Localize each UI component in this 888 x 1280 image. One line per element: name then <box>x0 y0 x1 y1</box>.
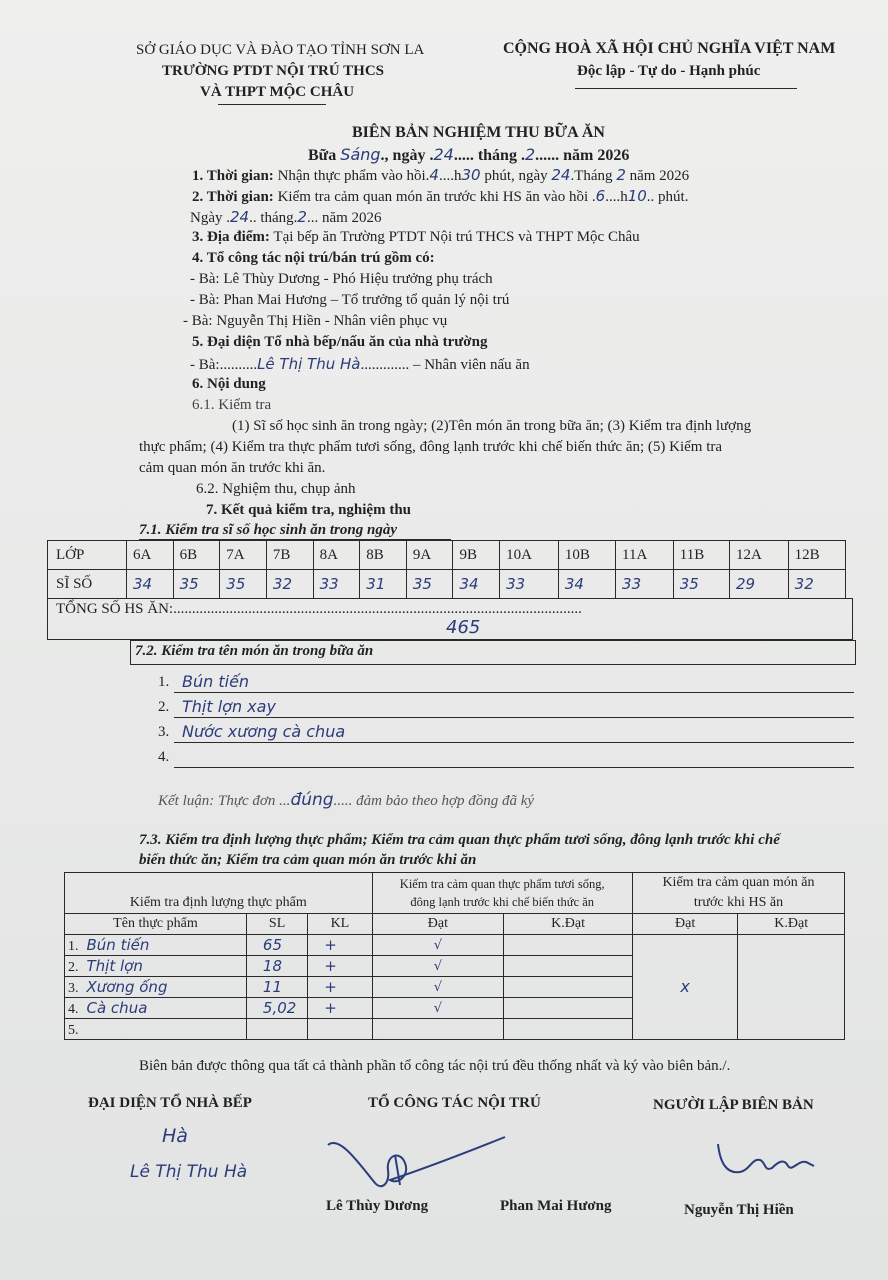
taste-fail-cell <box>738 935 845 1040</box>
class-count-cell: 35 <box>673 570 729 599</box>
class-name-cell: 6B <box>173 541 220 570</box>
author-signature <box>714 1132 824 1182</box>
class-count-cell: 34 <box>453 570 500 599</box>
food-fresh-fail <box>504 977 633 998</box>
food-row-number: 1. <box>68 938 79 954</box>
school-name-line1: TRƯỜNG PTDT NỘI TRÚ THCS <box>162 63 384 79</box>
group-quantity-header: Kiểm tra định lượng thực phẩm <box>65 873 373 914</box>
board-label: TỔ CÔNG TÁC NỘI TRÚ <box>368 1095 541 1111</box>
class-name-cell: 6A <box>127 541 174 570</box>
section-7-3-line1: 7.3. Kiểm tra định lượng thực phẩm; Kiểm tra cảm quan thực phẩm tươi sống, đông lạnh trước khi chế <box>139 832 780 848</box>
section-2-text-a: Kiểm tra cảm quan món ăn trước khi HS ăn vào hồi . <box>277 189 596 205</box>
total-value: 465 <box>446 617 481 638</box>
class-count-cell: 34 <box>558 570 615 599</box>
dish-number: 4. <box>158 749 170 765</box>
dish-item <box>158 747 854 769</box>
count-header-cell: SĨ SỐ <box>48 570 127 599</box>
food-name-cell <box>65 998 247 1019</box>
food-row-number: 5. <box>68 1022 79 1038</box>
section-5-label: 5. Đại diện Tổ nhà bếp/nấu ăn của nhà trường <box>192 334 488 350</box>
food-rows <box>65 935 845 1040</box>
food-kl: + <box>308 935 372 956</box>
section-2-text-b: ....h <box>605 189 628 205</box>
header-right-underline <box>575 88 797 89</box>
class-count-cell: 35 <box>220 570 267 599</box>
food-row-number: 2. <box>68 959 79 975</box>
motto: Độc lập - Tự do - Hạnh phúc <box>577 63 761 79</box>
meal-value: Sáng <box>340 145 381 164</box>
class-name-cell: 8A <box>313 541 360 570</box>
total-label: TỔNG SỐ HS ĂN:............................................................................................................. <box>56 601 582 617</box>
dish-number: 2. <box>158 699 170 715</box>
section-1-text-a: Nhận thực phẩm vào hồi. <box>277 168 430 184</box>
food-row-number: 3. <box>68 980 79 996</box>
section-2-text-c: .. phút. <box>646 189 689 205</box>
cook-name: Lê Thị Thu Hà <box>257 355 361 373</box>
section-1-label: 1. Thời gian: <box>192 168 274 184</box>
dish-line <box>174 767 854 768</box>
kitchen-rep-label: ĐẠI DIỆN TỔ NHÀ BẾP <box>88 1095 252 1111</box>
class-count-table <box>47 540 846 599</box>
section-2-year-label: ... năm 2026 <box>306 210 382 226</box>
food-sl <box>246 1019 307 1040</box>
section-7-label: 7. Kết quả kiểm tra, nghiệm thu <box>206 502 412 518</box>
class-count-cell: 33 <box>616 570 674 599</box>
conclusion-value: đúng <box>290 790 334 810</box>
meal-date-line <box>308 145 629 165</box>
class-count-cell: 31 <box>360 570 407 599</box>
section-2 <box>192 187 688 206</box>
taste-pass-mark: x <box>680 977 690 996</box>
section-7-1: 7.1. Kiểm tra sĩ số học sinh ăn trong ngày <box>139 522 397 538</box>
class-count-cell: 35 <box>173 570 220 599</box>
receive-minute: 30 <box>461 166 481 184</box>
header-left-underline <box>218 104 326 105</box>
dish-item <box>158 697 854 719</box>
board-signature <box>320 1125 510 1195</box>
section-6-1: 6.1. Kiểm tra <box>192 397 272 413</box>
member-1: - Bà: Lê Thùy Dương - Phó Hiệu trưởng phụ trách <box>190 271 493 287</box>
country-name: CỘNG HOÀ XÃ HỘI CHỦ NGHĨA VIỆT NAM <box>503 40 836 57</box>
class-name-cell: 12B <box>788 541 845 570</box>
food-kl <box>308 1019 372 1040</box>
check-day: 24 <box>230 208 250 226</box>
cook-suffix: ............. – Nhân viên nấu ăn <box>360 357 530 373</box>
count-row <box>48 570 846 599</box>
food-sl: 11 <box>246 977 307 998</box>
section-4-label: 4. Tổ công tác nội trú/bán trú gồm có: <box>192 250 435 266</box>
section-3-text: Tại bếp ăn Trường PTDT Nội trú THCS và THPT Mộc Châu <box>273 229 640 245</box>
dish-line <box>174 692 854 693</box>
food-sl: 18 <box>246 956 307 977</box>
col-kl: KL <box>308 914 372 935</box>
check-hour: 6 <box>595 187 606 205</box>
food-sl: 5,02 <box>246 998 307 1019</box>
dish-name: Bún tiến <box>182 672 250 691</box>
class-name-cell: 11A <box>616 541 674 570</box>
receive-hour: 4 <box>429 166 439 184</box>
document-title: BIÊN BẢN NGHIỆM THU BỮA ĂN <box>352 124 605 141</box>
food-fresh-fail <box>504 935 633 956</box>
class-name-cell: 7B <box>266 541 313 570</box>
year-label: ...... năm 2026 <box>535 147 630 164</box>
dish-item <box>158 672 854 694</box>
dish-number: 3. <box>158 724 170 740</box>
class-name-cell: 8B <box>360 541 407 570</box>
receive-day: 24 <box>551 166 571 184</box>
dish-line <box>174 742 854 743</box>
section-3 <box>192 229 640 246</box>
food-kl: + <box>308 977 372 998</box>
food-row-number: 4. <box>68 1001 79 1017</box>
kitchen-name: Lê Thị Thu Hà <box>130 1162 248 1182</box>
class-row <box>48 541 846 570</box>
meal-label: Bữa <box>308 147 337 164</box>
section-6-para-2: thực phẩm; (4) Kiểm tra thực phẩm tươi sống, đông lạnh trước khi chế biến thức ăn; (5) Kiểm tra <box>139 439 723 455</box>
dept-name: SỞ GIÁO DỤC VÀ ĐÀO TẠO TỈNH SƠN LA <box>136 42 425 58</box>
food-name: Cà chua <box>86 998 148 1017</box>
board-name-2: Phan Mai Hương <box>500 1198 612 1214</box>
col-fresh-fail: K.Đạt <box>504 914 633 935</box>
class-name-cell: 7A <box>220 541 267 570</box>
section-1-text-b: ....h <box>438 168 462 184</box>
board-name-1: Lê Thùy Dương <box>326 1198 429 1214</box>
class-name-cell: 10B <box>558 541 615 570</box>
food-kl: + <box>308 998 372 1019</box>
class-count-cell: 34 <box>127 570 174 599</box>
class-name-cell: 9A <box>406 541 453 570</box>
check-month: 2 <box>297 208 307 226</box>
receive-month: 2 <box>616 166 626 184</box>
month-value: 2 <box>524 145 536 164</box>
class-count-cell: 32 <box>266 570 313 599</box>
dish-name: Thịt lợn xay <box>182 697 276 716</box>
food-fresh-pass: √ <box>372 935 504 956</box>
group-fresh-line2: đông lạnh trước khi chế biến thức ăn <box>410 895 595 909</box>
taste-pass-cell <box>632 935 738 1040</box>
conclusion-prefix: Kết luận: Thực đơn ... <box>158 793 291 809</box>
class-name-cell: 9B <box>453 541 500 570</box>
section-6-para-1: (1) Sĩ số học sinh ăn trong ngày; (2)Tên món ăn trong bữa ăn; (3) Kiểm tra định lượng <box>232 418 752 434</box>
kitchen-signature: Hà <box>162 1125 188 1147</box>
class-count-cell: 35 <box>406 570 453 599</box>
class-name-cell: 10A <box>500 541 559 570</box>
section-1-text-c: phút, ngày <box>480 168 548 184</box>
food-check-table <box>64 872 845 1040</box>
group-fresh-header <box>372 873 632 914</box>
author-label: NGƯỜI LẬP BIÊN BẢN <box>653 1097 814 1113</box>
section-7-2: 7.2. Kiểm tra tên món ăn trong bữa ăn <box>135 643 374 659</box>
section-2-month-label: .. tháng. <box>249 210 298 226</box>
school-name-line2: VÀ THPT MỘC CHÂU <box>200 84 355 100</box>
food-name: Bún tiến <box>86 935 150 954</box>
food-fresh-pass: √ <box>372 956 504 977</box>
food-fresh-fail <box>504 956 633 977</box>
conclusion-suffix: ..... đảm bảo theo hợp đồng đã ký <box>333 793 535 809</box>
food-fresh-pass <box>372 1019 504 1040</box>
class-name-cell: 11B <box>673 541 729 570</box>
col-fresh-pass: Đạt <box>372 914 504 935</box>
dish-name: Nước xương cà chua <box>182 722 346 741</box>
class-count-cell: 29 <box>729 570 788 599</box>
col-taste-pass: Đạt <box>632 914 738 935</box>
food-fresh-fail <box>504 1019 633 1040</box>
food-fresh-pass: √ <box>372 998 504 1019</box>
dish-item <box>158 722 854 744</box>
class-count-cell: 33 <box>500 570 559 599</box>
section-6-label: 6. Nội dung <box>192 376 266 392</box>
food-name-cell <box>65 935 247 956</box>
total-box <box>47 598 853 640</box>
food-kl: + <box>308 956 372 977</box>
section-6-2: 6.2. Nghiệm thu, chụp ảnh <box>196 481 356 497</box>
food-name: Thịt lợn <box>86 956 143 975</box>
section-2-day-label: Ngày . <box>190 210 230 226</box>
section-1-text-d: .Tháng <box>570 168 613 184</box>
closing-statement: Biên bản được thông qua tất cả thành phần tổ công tác nội trú đều thống nhất và ký vào biên bản./. <box>139 1058 731 1074</box>
class-count-cell: 33 <box>313 570 360 599</box>
dish-number: 1. <box>158 674 170 690</box>
member-2: - Bà: Phan Mai Hương – Tổ trưởng tổ quản lý nội trú <box>190 292 510 308</box>
col-sl: SL <box>246 914 307 935</box>
food-fresh-fail <box>504 998 633 1019</box>
day-label: ., ngày . <box>380 147 434 164</box>
class-count-cell: 32 <box>788 570 845 599</box>
food-row <box>65 935 845 956</box>
section-2-label: 2. Thời gian: <box>192 189 274 205</box>
food-sl: 65 <box>246 935 307 956</box>
check-minute: 10 <box>627 187 647 205</box>
menu-conclusion <box>158 790 534 810</box>
group-taste-line1: Kiểm tra cảm quan món ăn <box>662 875 815 890</box>
group-taste-header <box>632 873 844 914</box>
col-food-name: Tên thực phẩm <box>65 914 247 935</box>
member-3: - Bà: Nguyễn Thị Hiền - Nhân viên phục vụ <box>183 313 448 329</box>
section-7-3-line2: biến thức ăn; Kiểm tra cảm quan món ăn trước khi ăn <box>139 852 477 868</box>
section-2-date <box>190 208 382 227</box>
cook-prefix: - Bà:.......... <box>190 357 258 373</box>
dish-header-box <box>130 640 856 665</box>
food-name-cell <box>65 977 247 998</box>
section-5-line <box>190 355 530 374</box>
section-6-para-3: cảm quan món ăn trước khi ăn. <box>139 460 326 476</box>
food-name: Xương ống <box>86 977 168 996</box>
month-label: ..... tháng . <box>453 147 525 164</box>
section-1-text-e: năm 2026 <box>625 168 690 184</box>
author-name: Nguyễn Thị Hiền <box>684 1202 794 1218</box>
class-name-cell: 12A <box>729 541 788 570</box>
group-fresh-line1: Kiểm tra cảm quan thực phẩm tươi sống, <box>399 877 605 891</box>
day-value: 24 <box>433 145 454 164</box>
section-1 <box>192 166 689 185</box>
col-taste-fail: K.Đạt <box>738 914 845 935</box>
food-name-cell <box>65 1019 247 1040</box>
section-3-label: 3. Địa điểm: <box>192 229 270 245</box>
class-header-cell: LỚP <box>48 541 127 570</box>
food-name-cell <box>65 956 247 977</box>
dish-line <box>174 717 854 718</box>
food-fresh-pass: √ <box>372 977 504 998</box>
group-taste-line2: trước khi HS ăn <box>693 895 784 910</box>
